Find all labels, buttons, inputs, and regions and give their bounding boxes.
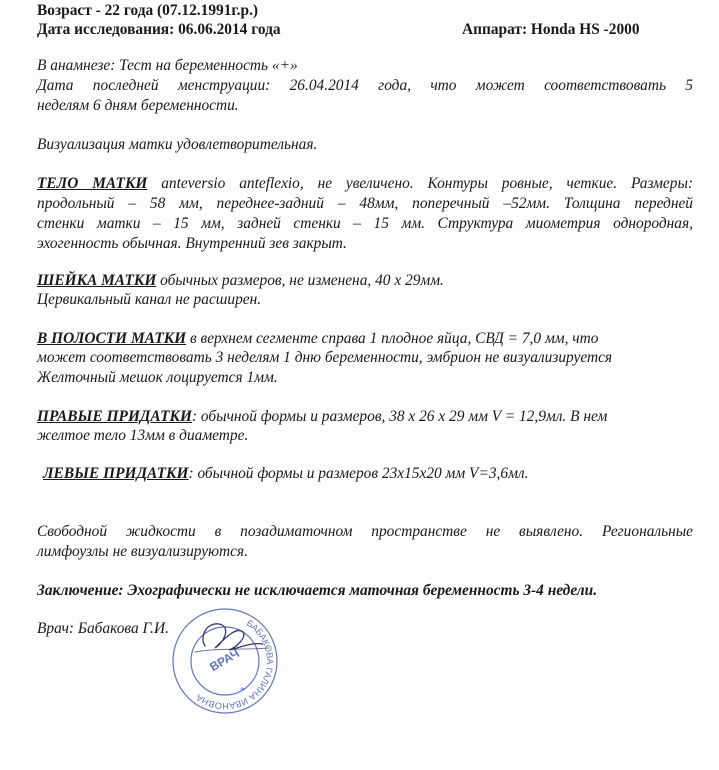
paragraph-row: продольный – 58 мм, переднее-задний – 48мм, поперечный –52мм. Толщина передней: [37, 195, 693, 212]
cavity-line: [37, 330, 598, 348]
cervical-canal-line: Цервикальный канал не расширен.: [37, 291, 262, 308]
cavity-line-2: может соответствовать 3 неделям 1 дню беременности, эмбрион не визуализируется: [37, 349, 613, 366]
right-adnexa-heading: ПРАВЫЕ ПРИДАТКИ: [37, 408, 192, 425]
paragraph-row: [37, 174, 693, 194]
paragraph-row: Свободной жидкости в позадиматочном пространстве не выявлено. Региональные: [37, 523, 693, 540]
free-fluid-paragraph: [37, 522, 693, 562]
stamp-ring-text: БАБАКОВА ГАЛИНА ИВАНОВНА: [194, 617, 276, 712]
cavity-heading: В ПОЛОСТИ МАТКИ: [37, 330, 187, 347]
cervix-line: [37, 272, 444, 290]
stamp-center-text: ВРАЧ: [207, 646, 242, 675]
stamp-star: *: [240, 686, 245, 697]
cervix-text: обычных размеров, не изменена, 40 x 29мм.: [156, 272, 444, 289]
study-date: Дата исследования: 06.06.2014 года: [37, 21, 281, 38]
right-adnexa-line: [37, 408, 607, 426]
cavity-text: в верхнем сегменте справа 1 плодное яйца, СВД = 7,0 мм, что: [186, 330, 599, 347]
visualization-text: Визуализация матки удовлетворительная.: [37, 136, 318, 153]
uterus-body-paragraph: [37, 174, 693, 254]
anamnesis-line: В анамнезе: Тест на беременность «+»: [37, 57, 298, 74]
paragraph-row: лимфоузлы не визуализируются.: [37, 543, 248, 560]
corpus-luteum-line: желтое тело 13мм в диаметре.: [37, 427, 249, 444]
paragraph-row: Дата последней менструации: 26.04.2014 года, что может соответствовать 5: [37, 77, 693, 94]
uterus-body-text: anteversio anteflexio, не увеличено. Контуры ровные, четкие. Размеры:: [147, 175, 693, 192]
patient-age: Возраст - 22 года (07.12.1991г.р.): [37, 2, 259, 19]
cervix-heading: ШЕЙКА МАТКИ: [37, 272, 157, 289]
paragraph-row: эхогенность обычная. Внутренний зев закрыт.: [37, 235, 347, 252]
uterus-body-heading: ТЕЛО МАТКИ: [37, 175, 148, 192]
left-adnexa-line: [43, 465, 528, 483]
right-adnexa-text: : обычной формы и размеров, 38 x 26 x 29 мм V = 12,9мл. В нем: [191, 408, 608, 425]
doctor-name: Врач: Бабакова Г.И.: [37, 620, 169, 637]
doctor-signature: [185, 608, 275, 668]
last-menstruation-paragraph: [37, 76, 693, 116]
paragraph-row: неделям 6 дням беременности.: [37, 97, 239, 114]
left-adnexa-text: : обычной формы и размеров 23х15х20 мм V=3,6мл.: [188, 465, 529, 482]
yolk-sac-line: Желточный мешок лоцируется 1мм.: [37, 369, 278, 386]
paragraph-row: стенки матки – 15 мм, задней стенки – 15 мм. Структура миометрия однородная,: [37, 215, 693, 232]
conclusion-text: Заключение: Эхографически не исключается маточная беременность 3-4 недели.: [37, 582, 598, 599]
left-adnexa-heading: ЛЕВЫЕ ПРИДАТКИ: [43, 465, 189, 482]
apparatus-label: Аппарат: Honda HS -2000: [462, 21, 640, 38]
